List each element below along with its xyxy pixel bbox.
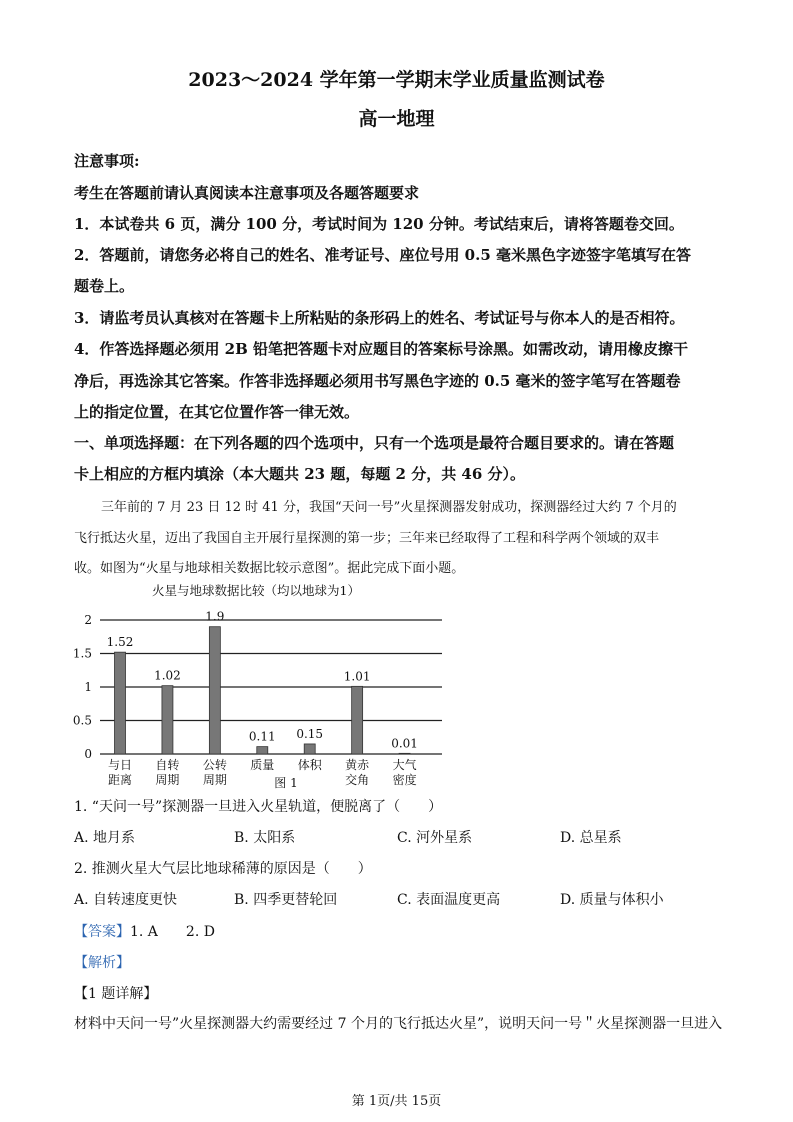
figure-caption: 图 1 (274, 776, 298, 790)
exam-title: 2023～2024 学年第一学期末学业质量监测试卷 (188, 69, 605, 91)
notice-item: 净后，再选涂其它答案。作答非选择题必须用书写黑色字迹的 0.5 毫米的签字笔写在答题卷 (74, 372, 681, 390)
x-tick-label: 大气 (392, 758, 417, 772)
answer-line (74, 921, 215, 941)
passage-line: 飞行抵达火星，迈出了我国自主开展行星探测的第一步；三年来已经取得了工程和科学两个领域的双丰 (74, 531, 660, 546)
bar-value-label: 1.52 (106, 635, 134, 650)
page-footer: 第 1页/共 15页 (351, 1094, 442, 1109)
notice-item: 2．答题前，请您务必将自己的姓名、准考证号、座位号用 0.5 毫米黑色字迹签字笔填写在答 (74, 246, 691, 264)
bar (399, 753, 410, 754)
notice-intro: 考生在答题前请认真阅读本注意事项及各题答题要求 (74, 184, 420, 202)
passage-line: 三年前的 7 月 23 日 12 时 41 分，我国“天问一号”火星探测器发射成功，探测器经过大约 7 个月的 (101, 500, 677, 515)
y-tick-label: 2 (84, 613, 92, 627)
x-tick-label: 距离 (107, 773, 133, 787)
exam-subtitle: 高一地理 (358, 108, 435, 130)
notice-heading: 注意事项: (74, 152, 140, 170)
answer-text: 1. A 2. D (130, 924, 215, 940)
bar-value-label: 1.01 (343, 669, 371, 684)
x-tick-label: 质量 (250, 758, 275, 772)
question-option: D. 质量与体积小 (560, 892, 664, 908)
bar (304, 744, 315, 754)
y-tick-label: 1 (84, 680, 92, 694)
question-option: A. 地月系 (74, 830, 136, 846)
detail-heading: 【1 题详解】 (74, 986, 158, 1002)
question-option: D. 总星系 (560, 830, 622, 846)
question-stem: 1. “天问一号”探测器一旦进入火星轨道，便脱离了（ ） (74, 799, 443, 815)
section-heading: 一、单项选择题：在下列各题的四个选项中，只有一个选项是最符合题目要求的。请在答题 (74, 434, 675, 452)
question-option: C. 河外星系 (397, 830, 473, 846)
y-tick-label: 0.5 (72, 713, 92, 728)
x-tick-label: 自转 (155, 758, 180, 772)
y-tick-label: 0 (84, 747, 92, 761)
bar-value-label: 1.02 (154, 668, 181, 683)
notice-item: 题卷上。 (74, 277, 135, 295)
bar-value-label: 0.15 (296, 726, 324, 741)
detail-text: 材料中天问一号”火星探测器大约需要经过 7 个月的飞行抵达火星”，说明天问一号＂火星探测器一旦进入 (74, 1016, 723, 1032)
x-tick-label: 密度 (392, 773, 417, 787)
bar-value-label: 0.01 (391, 736, 418, 751)
passage-line: 收。如图为“火星与地球相关数据比较示意图”。据此完成下面小题。 (74, 561, 465, 576)
y-tick-label: 1.5 (72, 646, 92, 661)
bar (209, 627, 220, 754)
analysis-tag: 【解析】 (74, 955, 130, 971)
notice-item: 1．本试卷共 6 页，满分 100 分，考试时间为 120 分钟。考试结束后，请将答题卷交回。 (74, 215, 684, 233)
x-tick-label: 与日 (107, 758, 133, 772)
x-tick-label: 交角 (345, 773, 370, 787)
x-tick-label: 公转 (202, 758, 227, 772)
bar (257, 747, 268, 754)
bar (162, 686, 173, 754)
answer-tag: 【答案】 (74, 924, 130, 940)
x-tick-label: 周期 (202, 773, 227, 787)
chart-title: 火星与地球数据比较（均以地球为1） (152, 583, 360, 598)
question-stem: 2. 推测火星大气层比地球稀薄的原因是（ ） (74, 861, 372, 877)
bar (352, 686, 363, 754)
bar-value-label: 1.9 (205, 609, 225, 624)
question-option: B. 太阳系 (234, 830, 296, 846)
notice-item: 4．作答选择题必须用 2B 铅笔把答题卡对应题目的答案标号涂黑。如需改动，请用橡皮擦干 (74, 340, 689, 358)
notice-item: 上的指定位置，在其它位置作答一律无效。 (74, 403, 360, 421)
bar-value-label: 0.11 (248, 729, 276, 744)
bar-chart (70, 578, 450, 790)
section-heading-cont: 卡上相应的方框内填涂（本大题共 23 题，每题 2 分，共 46 分）。 (74, 465, 526, 483)
notice-item: 3．请监考员认真核对在答题卡上所粘贴的条形码上的姓名、考试证号与你本人的是否相符。 (74, 309, 685, 327)
bar (115, 652, 126, 754)
question-option: A. 自转速度更快 (74, 892, 178, 908)
question-option: C. 表面温度更高 (397, 892, 501, 908)
question-option: B. 四季更替轮回 (234, 892, 338, 908)
x-tick-label: 周期 (155, 773, 180, 787)
x-tick-label: 黄赤 (345, 758, 370, 772)
x-tick-label: 体积 (297, 758, 322, 772)
